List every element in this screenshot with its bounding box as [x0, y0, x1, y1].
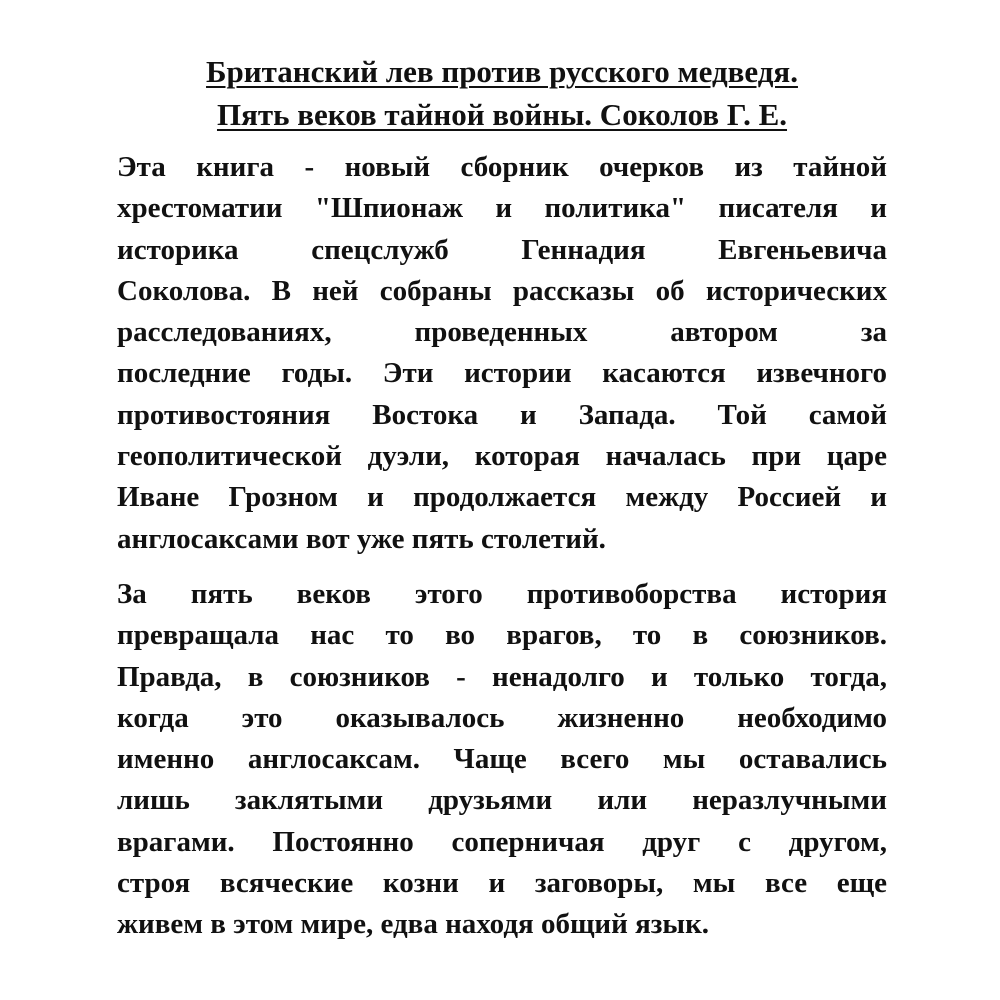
document-page: [117, 50, 887, 946]
paragraph-line: хрестоматии "Шпионаж и политика" писателя и: [117, 192, 887, 225]
paragraph-line: историка спецслужб Геннадия Евгеньевича: [117, 233, 887, 266]
paragraph-line: Иване Грозном и продолжается между Россией и: [117, 481, 887, 514]
paragraph-line: расследованиях, проведенных автором за: [117, 316, 887, 349]
paragraph-line: превращала нас то во врагов, то в союзников.: [117, 619, 887, 652]
paragraph-line: Правда, в союзников - ненадолго и только тогда,: [117, 660, 887, 693]
title-line-2: Пять веков тайной войны. Соколов Г. Е.: [216, 97, 788, 132]
title-line-1: Британский лев против русского медведя.: [206, 54, 798, 89]
paragraph-line: строя всяческие козни и заговоры, мы все еще: [117, 867, 887, 900]
document-title: [117, 50, 887, 136]
paragraph-line: когда это оказывалось жизненно необходимо: [117, 701, 887, 734]
paragraph-line: именно англосаксам. Чаще всего мы оставались: [117, 743, 887, 776]
paragraph-line: лишь заклятыми друзьями или неразлучными: [117, 784, 887, 817]
paragraph-line: последние годы. Эти истории касаются извечного: [117, 357, 887, 390]
paragraph-line: живем в этом мире, едва находя общий язык.: [117, 908, 710, 941]
paragraph-line: За пять веков этого противоборства история: [117, 577, 887, 610]
paragraph-line: англосаксами вот уже пять столетий.: [117, 522, 606, 555]
paragraph-line: геополитической дуэли, которая началась при царе: [117, 440, 887, 473]
paragraph-line: противостояния Востока и Запада. Той самой: [117, 398, 887, 431]
paragraph-1: [117, 147, 887, 560]
paragraph-line: Эта книга - новый сборник очерков из тайной: [117, 151, 887, 183]
paragraph-line: врагами. Постоянно соперничая друг с другом,: [117, 825, 887, 858]
paragraph-2: [117, 574, 887, 946]
paragraph-line: Соколова. В ней собраны рассказы об исторических: [117, 274, 887, 307]
